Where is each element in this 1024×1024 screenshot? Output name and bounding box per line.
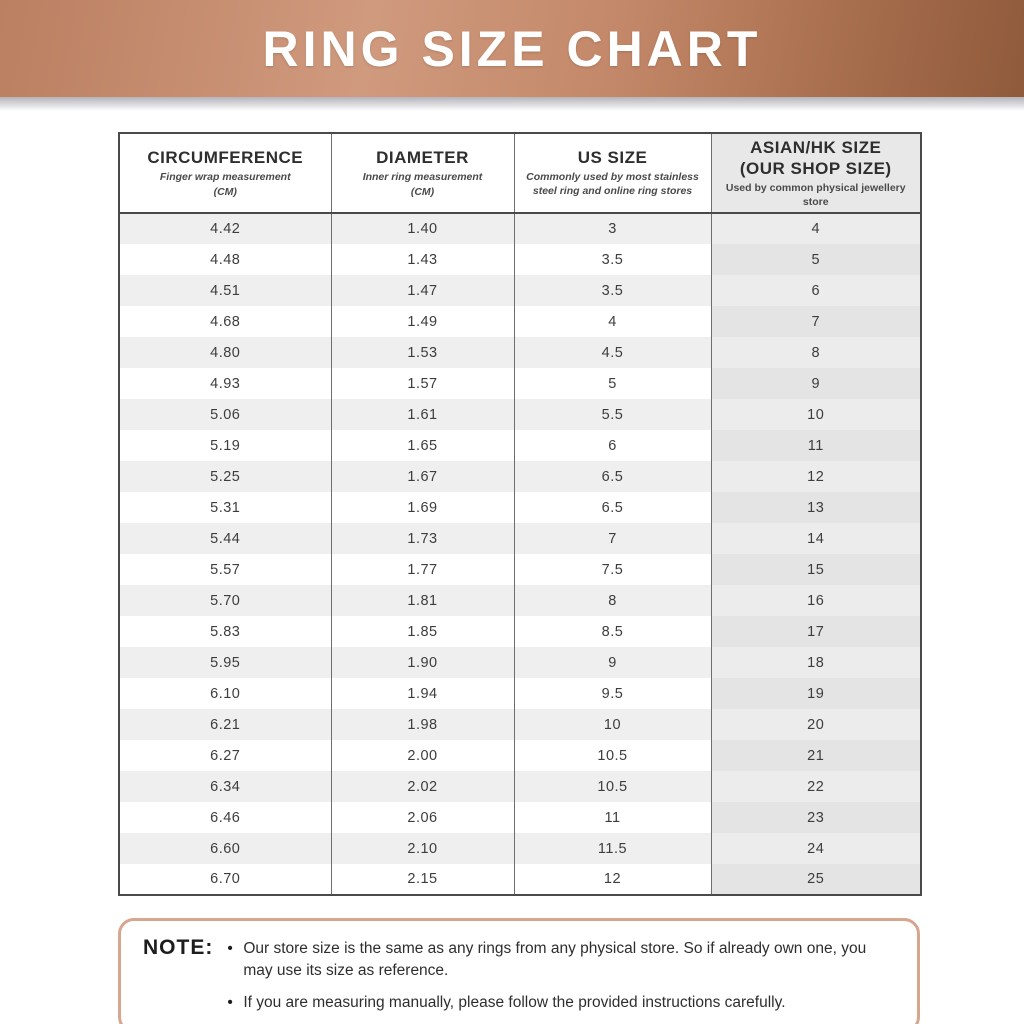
table-row (119, 461, 921, 492)
cell: 6.10 (119, 678, 331, 709)
cell: 2.00 (331, 740, 514, 771)
cell: 5 (711, 244, 921, 275)
table-row (119, 430, 921, 461)
cell: 1.73 (331, 523, 514, 554)
cell: 1.53 (331, 337, 514, 368)
column-title: ASIAN/HK SIZE (750, 137, 882, 157)
cell: 17 (711, 616, 921, 647)
cell: 1.81 (331, 585, 514, 616)
table-header (119, 133, 921, 213)
cell: 4.68 (119, 306, 331, 337)
cell: 12 (514, 864, 711, 895)
note-items (227, 936, 897, 1014)
table-row (119, 213, 921, 244)
cell: 10.5 (514, 771, 711, 802)
cell: 2.02 (331, 771, 514, 802)
cell: 11 (514, 802, 711, 833)
cell: 5.83 (119, 616, 331, 647)
cell: 5.19 (119, 430, 331, 461)
cell: 5.06 (119, 399, 331, 430)
cell: 7 (711, 306, 921, 337)
cell: 6.34 (119, 771, 331, 802)
column-header-us-size (514, 133, 711, 213)
cell: 1.57 (331, 368, 514, 399)
column-header-diameter (331, 133, 514, 213)
cell: 23 (711, 802, 921, 833)
column-title: CIRCUMFERENCE (147, 147, 304, 167)
cell: 4.93 (119, 368, 331, 399)
cell: 6.27 (119, 740, 331, 771)
table-row (119, 678, 921, 709)
cell: 1.61 (331, 399, 514, 430)
cell: 6.5 (514, 492, 711, 523)
cell: 1.69 (331, 492, 514, 523)
cell: 6.70 (119, 864, 331, 895)
column-subtitle: Inner ring measurement (362, 170, 483, 183)
table-row (119, 399, 921, 430)
cell: 1.77 (331, 554, 514, 585)
note-label: NOTE: (143, 936, 214, 959)
cell: 5.44 (119, 523, 331, 554)
cell: 5 (514, 368, 711, 399)
cell: 6.46 (119, 802, 331, 833)
cell: 9.5 (514, 678, 711, 709)
cell: 4.42 (119, 213, 331, 244)
header-banner (0, 0, 1024, 97)
cell: 1.85 (331, 616, 514, 647)
cell: 18 (711, 647, 921, 678)
cell: 1.49 (331, 306, 514, 337)
cell: 9 (514, 647, 711, 678)
cell: 4.80 (119, 337, 331, 368)
cell: 3.5 (514, 275, 711, 306)
cell: 6 (711, 275, 921, 306)
cell: 25 (711, 864, 921, 895)
note-box (118, 918, 920, 1024)
table-row (119, 368, 921, 399)
cell: 9 (711, 368, 921, 399)
cell: 1.90 (331, 647, 514, 678)
cell: 1.40 (331, 213, 514, 244)
cell: 4.48 (119, 244, 331, 275)
cell: 3 (514, 213, 711, 244)
cell: 1.98 (331, 709, 514, 740)
cell: 10.5 (514, 740, 711, 771)
column-unit: (CM) (213, 185, 237, 198)
cell: 20 (711, 709, 921, 740)
table-row (119, 337, 921, 368)
column-subtitle: Commonly used by most stainless steel ring and online ring stores (526, 171, 699, 198)
cell: 5.95 (119, 647, 331, 678)
cell: 8 (514, 585, 711, 616)
table-row (119, 709, 921, 740)
column-title-line2: (OUR SHOP SIZE) (739, 158, 892, 178)
cell: 1.67 (331, 461, 514, 492)
table-row (119, 802, 921, 833)
cell: 8 (711, 337, 921, 368)
cell: 12 (711, 461, 921, 492)
cell: 10 (711, 399, 921, 430)
table-row (119, 740, 921, 771)
cell: 4.5 (514, 337, 711, 368)
cell: 2.15 (331, 864, 514, 895)
cell: 6 (514, 430, 711, 461)
cell: 7 (514, 523, 711, 554)
cell: 1.65 (331, 430, 514, 461)
cell: 24 (711, 833, 921, 864)
cell: 1.94 (331, 678, 514, 709)
cell: 4 (711, 213, 921, 244)
cell: 4 (514, 306, 711, 337)
cell: 16 (711, 585, 921, 616)
column-title: DIAMETER (376, 147, 469, 167)
cell: 13 (711, 492, 921, 523)
cell: 1.47 (331, 275, 514, 306)
cell: 3.5 (514, 244, 711, 275)
table-row (119, 771, 921, 802)
cell: 5.70 (119, 585, 331, 616)
cell: 22 (711, 771, 921, 802)
cell: 1.43 (331, 244, 514, 275)
column-subtitle: Finger wrap measurement (159, 170, 291, 183)
table-row (119, 585, 921, 616)
cell: 2.06 (331, 802, 514, 833)
cell: 8.5 (514, 616, 711, 647)
cell: 5.57 (119, 554, 331, 585)
ring-size-table (118, 132, 922, 896)
table-row (119, 554, 921, 585)
cell: 21 (711, 740, 921, 771)
cell: 2.10 (331, 833, 514, 864)
cell: 19 (711, 678, 921, 709)
cell: 11 (711, 430, 921, 461)
table-row (119, 616, 921, 647)
cell: 6.60 (119, 833, 331, 864)
note-item: • Our store size is the same as any rings from any physical store. So if already own one, you may use its size as reference. (227, 938, 897, 983)
cell: 5.31 (119, 492, 331, 523)
column-subtitle: Used by common physical jewellery store (725, 182, 906, 208)
column-header-circumference (119, 133, 331, 213)
cell: 6.21 (119, 709, 331, 740)
note-item: • If you are measuring manually, please follow the provided instructions carefully. (227, 992, 897, 1014)
column-unit: (CM) (410, 185, 435, 198)
table-body (119, 213, 921, 895)
column-title: US SIZE (577, 148, 648, 168)
cell: 14 (711, 523, 921, 554)
column-header-asian-hk-size (711, 133, 921, 213)
cell: 10 (514, 709, 711, 740)
table-row (119, 492, 921, 523)
cell: 6.5 (514, 461, 711, 492)
table-row (119, 523, 921, 554)
banner-shadow (0, 97, 1024, 111)
table-row (119, 833, 921, 864)
cell: 5.5 (514, 399, 711, 430)
table-row (119, 306, 921, 337)
cell: 11.5 (514, 833, 711, 864)
table-row (119, 647, 921, 678)
table-row (119, 244, 921, 275)
table-row (119, 864, 921, 895)
cell: 7.5 (514, 554, 711, 585)
table-row (119, 275, 921, 306)
cell: 15 (711, 554, 921, 585)
cell: 4.51 (119, 275, 331, 306)
cell: 5.25 (119, 461, 331, 492)
page-title: RING SIZE CHART (262, 20, 762, 77)
